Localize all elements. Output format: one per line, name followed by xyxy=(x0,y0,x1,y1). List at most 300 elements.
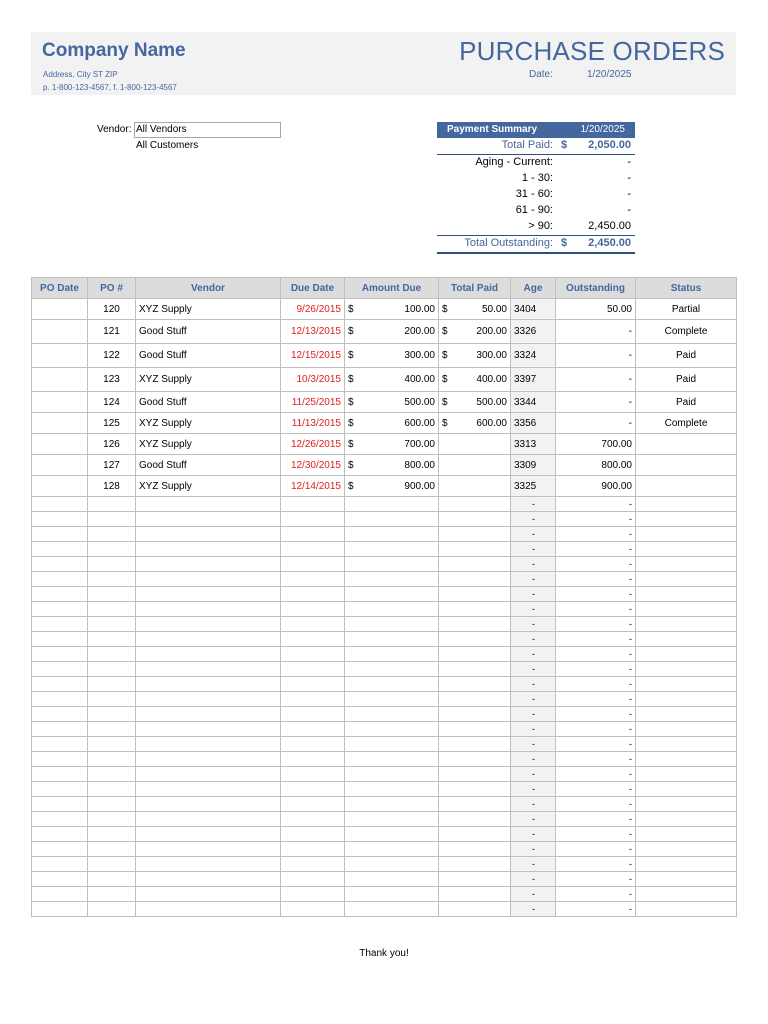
column-header[interactable]: Vendor xyxy=(136,278,281,299)
empty-cell[interactable] xyxy=(345,527,439,542)
empty-cell[interactable] xyxy=(439,602,511,617)
po-number-cell[interactable]: 123 xyxy=(88,368,136,392)
empty-cell[interactable] xyxy=(636,707,737,722)
vendor-cell[interactable]: Good Stuff xyxy=(136,344,281,368)
due-date-cell[interactable]: 12/26/2015 xyxy=(281,434,345,455)
empty-cell[interactable] xyxy=(88,542,136,557)
amount-due-cell[interactable] xyxy=(345,413,439,434)
po-date-cell[interactable] xyxy=(32,434,88,455)
empty-cell[interactable] xyxy=(439,692,511,707)
empty-cell[interactable] xyxy=(345,902,439,917)
empty-cell[interactable] xyxy=(88,692,136,707)
total-paid-cell[interactable] xyxy=(439,476,511,497)
empty-cell[interactable] xyxy=(636,872,737,887)
empty-cell[interactable] xyxy=(281,557,345,572)
empty-cell[interactable] xyxy=(136,872,281,887)
empty-cell[interactable] xyxy=(345,662,439,677)
po-number-cell[interactable]: 121 xyxy=(88,320,136,344)
table-row-empty[interactable] xyxy=(32,827,737,842)
empty-cell[interactable] xyxy=(281,647,345,662)
empty-cell[interactable] xyxy=(88,647,136,662)
empty-cell[interactable] xyxy=(439,902,511,917)
empty-cell[interactable] xyxy=(32,722,88,737)
empty-cell[interactable] xyxy=(281,707,345,722)
empty-cell[interactable] xyxy=(281,572,345,587)
empty-cell[interactable] xyxy=(345,722,439,737)
empty-cell[interactable] xyxy=(439,647,511,662)
table-row-empty[interactable] xyxy=(32,617,737,632)
empty-cell[interactable] xyxy=(281,902,345,917)
empty-cell[interactable] xyxy=(32,842,88,857)
po-date-cell[interactable] xyxy=(32,299,88,320)
empty-cell[interactable] xyxy=(32,557,88,572)
empty-cell[interactable] xyxy=(32,647,88,662)
empty-cell[interactable] xyxy=(281,512,345,527)
empty-cell[interactable] xyxy=(439,707,511,722)
table-row-empty[interactable] xyxy=(32,692,737,707)
empty-cell[interactable] xyxy=(439,632,511,647)
empty-cell[interactable] xyxy=(32,677,88,692)
empty-cell[interactable] xyxy=(136,557,281,572)
empty-cell[interactable] xyxy=(439,842,511,857)
amount-due-cell[interactable] xyxy=(345,368,439,392)
empty-cell[interactable] xyxy=(88,767,136,782)
table-row-empty[interactable] xyxy=(32,857,737,872)
table-row-empty[interactable] xyxy=(32,767,737,782)
empty-cell[interactable] xyxy=(636,647,737,662)
empty-cell[interactable] xyxy=(88,737,136,752)
empty-cell[interactable] xyxy=(136,827,281,842)
empty-cell[interactable] xyxy=(345,827,439,842)
empty-cell[interactable] xyxy=(636,557,737,572)
total-paid-cell[interactable] xyxy=(439,434,511,455)
empty-cell[interactable] xyxy=(136,692,281,707)
empty-cell[interactable] xyxy=(32,857,88,872)
empty-cell[interactable] xyxy=(439,797,511,812)
empty-cell[interactable] xyxy=(281,827,345,842)
empty-cell[interactable] xyxy=(636,542,737,557)
empty-cell[interactable] xyxy=(32,527,88,542)
empty-cell[interactable] xyxy=(88,557,136,572)
empty-cell[interactable] xyxy=(439,542,511,557)
empty-cell[interactable] xyxy=(636,857,737,872)
empty-cell[interactable] xyxy=(88,602,136,617)
status-cell[interactable] xyxy=(636,434,737,455)
empty-cell[interactable] xyxy=(636,617,737,632)
due-date-cell[interactable]: 12/15/2015 xyxy=(281,344,345,368)
empty-cell[interactable] xyxy=(136,722,281,737)
empty-cell[interactable] xyxy=(88,782,136,797)
amount-due-cell[interactable] xyxy=(345,299,439,320)
empty-cell[interactable] xyxy=(32,572,88,587)
total-paid-cell[interactable] xyxy=(439,344,511,368)
empty-cell[interactable] xyxy=(281,842,345,857)
empty-cell[interactable] xyxy=(32,797,88,812)
empty-cell[interactable] xyxy=(439,767,511,782)
empty-cell[interactable] xyxy=(32,662,88,677)
table-row-empty[interactable] xyxy=(32,752,737,767)
empty-cell[interactable] xyxy=(345,557,439,572)
empty-cell[interactable] xyxy=(136,632,281,647)
vendor-cell[interactable]: XYZ Supply xyxy=(136,299,281,320)
table-row-empty[interactable] xyxy=(32,557,737,572)
status-cell[interactable] xyxy=(636,455,737,476)
column-header[interactable]: Outstanding xyxy=(556,278,636,299)
empty-cell[interactable] xyxy=(439,782,511,797)
table-row-empty[interactable] xyxy=(32,782,737,797)
empty-cell[interactable] xyxy=(88,827,136,842)
empty-cell[interactable] xyxy=(345,752,439,767)
empty-cell[interactable] xyxy=(136,647,281,662)
empty-cell[interactable] xyxy=(136,707,281,722)
empty-cell[interactable] xyxy=(88,707,136,722)
amount-due-cell[interactable] xyxy=(345,320,439,344)
empty-cell[interactable] xyxy=(439,557,511,572)
table-row-empty[interactable] xyxy=(32,722,737,737)
total-paid-cell[interactable] xyxy=(439,413,511,434)
date-value[interactable]: 1/20/2025 xyxy=(587,69,632,80)
empty-cell[interactable] xyxy=(32,692,88,707)
empty-cell[interactable] xyxy=(136,797,281,812)
table-row-empty[interactable] xyxy=(32,542,737,557)
po-number-cell[interactable]: 127 xyxy=(88,455,136,476)
table-row[interactable] xyxy=(32,299,737,320)
empty-cell[interactable] xyxy=(88,617,136,632)
empty-cell[interactable] xyxy=(32,632,88,647)
column-header[interactable]: Age xyxy=(511,278,556,299)
empty-cell[interactable] xyxy=(136,737,281,752)
empty-cell[interactable] xyxy=(636,602,737,617)
empty-cell[interactable] xyxy=(636,662,737,677)
empty-cell[interactable] xyxy=(345,647,439,662)
due-date-cell[interactable]: 12/30/2015 xyxy=(281,455,345,476)
column-header[interactable]: Total Paid xyxy=(439,278,511,299)
empty-cell[interactable] xyxy=(439,587,511,602)
empty-cell[interactable] xyxy=(439,812,511,827)
column-header[interactable]: PO Date xyxy=(32,278,88,299)
status-cell[interactable]: Complete xyxy=(636,320,737,344)
empty-cell[interactable] xyxy=(439,527,511,542)
vendor-cell[interactable]: XYZ Supply xyxy=(136,434,281,455)
empty-cell[interactable] xyxy=(636,902,737,917)
vendor-filter-option[interactable]: All Customers xyxy=(136,140,199,151)
table-row[interactable] xyxy=(32,344,737,368)
empty-cell[interactable] xyxy=(345,707,439,722)
empty-cell[interactable] xyxy=(439,722,511,737)
empty-cell[interactable] xyxy=(636,497,737,512)
empty-cell[interactable] xyxy=(32,827,88,842)
status-cell[interactable]: Complete xyxy=(636,413,737,434)
table-row-empty[interactable] xyxy=(32,572,737,587)
table-row[interactable] xyxy=(32,368,737,392)
table-row-empty[interactable] xyxy=(32,842,737,857)
empty-cell[interactable] xyxy=(136,902,281,917)
po-date-cell[interactable] xyxy=(32,368,88,392)
empty-cell[interactable] xyxy=(636,737,737,752)
amount-due-cell[interactable] xyxy=(345,392,439,413)
po-number-cell[interactable]: 120 xyxy=(88,299,136,320)
po-date-cell[interactable] xyxy=(32,413,88,434)
empty-cell[interactable] xyxy=(88,527,136,542)
due-date-cell[interactable]: 9/26/2015 xyxy=(281,299,345,320)
empty-cell[interactable] xyxy=(439,512,511,527)
empty-cell[interactable] xyxy=(345,872,439,887)
empty-cell[interactable] xyxy=(345,842,439,857)
empty-cell[interactable] xyxy=(439,572,511,587)
table-row-empty[interactable] xyxy=(32,707,737,722)
vendor-cell[interactable]: Good Stuff xyxy=(136,455,281,476)
empty-cell[interactable] xyxy=(136,887,281,902)
po-number-cell[interactable]: 126 xyxy=(88,434,136,455)
empty-cell[interactable] xyxy=(136,767,281,782)
po-date-cell[interactable] xyxy=(32,320,88,344)
table-row[interactable] xyxy=(32,455,737,476)
empty-cell[interactable] xyxy=(439,887,511,902)
empty-cell[interactable] xyxy=(136,602,281,617)
empty-cell[interactable] xyxy=(88,497,136,512)
empty-cell[interactable] xyxy=(281,497,345,512)
empty-cell[interactable] xyxy=(88,812,136,827)
table-row-empty[interactable] xyxy=(32,662,737,677)
table-row-empty[interactable] xyxy=(32,812,737,827)
empty-cell[interactable] xyxy=(636,722,737,737)
po-date-cell[interactable] xyxy=(32,392,88,413)
empty-cell[interactable] xyxy=(636,812,737,827)
empty-cell[interactable] xyxy=(345,617,439,632)
empty-cell[interactable] xyxy=(345,797,439,812)
total-paid-cell[interactable] xyxy=(439,368,511,392)
empty-cell[interactable] xyxy=(136,617,281,632)
empty-cell[interactable] xyxy=(281,797,345,812)
empty-cell[interactable] xyxy=(345,812,439,827)
amount-due-cell[interactable] xyxy=(345,344,439,368)
empty-cell[interactable] xyxy=(88,797,136,812)
column-header[interactable]: Due Date xyxy=(281,278,345,299)
empty-cell[interactable] xyxy=(281,767,345,782)
empty-cell[interactable] xyxy=(88,512,136,527)
empty-cell[interactable] xyxy=(32,767,88,782)
empty-cell[interactable] xyxy=(88,752,136,767)
table-row-empty[interactable] xyxy=(32,512,737,527)
empty-cell[interactable] xyxy=(439,617,511,632)
empty-cell[interactable] xyxy=(32,542,88,557)
vendor-cell[interactable]: XYZ Supply xyxy=(136,413,281,434)
table-row-empty[interactable] xyxy=(32,632,737,647)
empty-cell[interactable] xyxy=(345,692,439,707)
empty-cell[interactable] xyxy=(281,812,345,827)
table-row-empty[interactable] xyxy=(32,902,737,917)
vendor-cell[interactable]: XYZ Supply xyxy=(136,476,281,497)
status-cell[interactable] xyxy=(636,476,737,497)
empty-cell[interactable] xyxy=(345,542,439,557)
empty-cell[interactable] xyxy=(281,782,345,797)
empty-cell[interactable] xyxy=(345,632,439,647)
due-date-cell[interactable]: 12/13/2015 xyxy=(281,320,345,344)
empty-cell[interactable] xyxy=(345,767,439,782)
table-row[interactable] xyxy=(32,413,737,434)
empty-cell[interactable] xyxy=(636,887,737,902)
empty-cell[interactable] xyxy=(32,872,88,887)
amount-due-cell[interactable] xyxy=(345,476,439,497)
column-header[interactable]: Amount Due xyxy=(345,278,439,299)
empty-cell[interactable] xyxy=(88,722,136,737)
table-row-empty[interactable] xyxy=(32,497,737,512)
status-cell[interactable]: Paid xyxy=(636,368,737,392)
empty-cell[interactable] xyxy=(636,677,737,692)
empty-cell[interactable] xyxy=(439,662,511,677)
empty-cell[interactable] xyxy=(88,662,136,677)
total-paid-cell[interactable] xyxy=(439,299,511,320)
empty-cell[interactable] xyxy=(281,737,345,752)
empty-cell[interactable] xyxy=(636,842,737,857)
amount-due-cell[interactable] xyxy=(345,455,439,476)
empty-cell[interactable] xyxy=(636,587,737,602)
empty-cell[interactable] xyxy=(636,782,737,797)
vendor-cell[interactable]: Good Stuff xyxy=(136,320,281,344)
empty-cell[interactable] xyxy=(136,527,281,542)
empty-cell[interactable] xyxy=(636,512,737,527)
empty-cell[interactable] xyxy=(32,707,88,722)
empty-cell[interactable] xyxy=(636,527,737,542)
empty-cell[interactable] xyxy=(281,692,345,707)
empty-cell[interactable] xyxy=(136,782,281,797)
empty-cell[interactable] xyxy=(136,572,281,587)
vendor-filter-select[interactable]: All Vendors xyxy=(134,122,281,138)
empty-cell[interactable] xyxy=(345,737,439,752)
empty-cell[interactable] xyxy=(439,497,511,512)
empty-cell[interactable] xyxy=(281,527,345,542)
po-number-cell[interactable]: 128 xyxy=(88,476,136,497)
empty-cell[interactable] xyxy=(439,857,511,872)
status-cell[interactable]: Partial xyxy=(636,299,737,320)
due-date-cell[interactable]: 11/25/2015 xyxy=(281,392,345,413)
total-paid-cell[interactable] xyxy=(439,320,511,344)
table-row-empty[interactable] xyxy=(32,602,737,617)
empty-cell[interactable] xyxy=(32,587,88,602)
table-row[interactable] xyxy=(32,434,737,455)
po-number-cell[interactable]: 124 xyxy=(88,392,136,413)
due-date-cell[interactable]: 12/14/2015 xyxy=(281,476,345,497)
empty-cell[interactable] xyxy=(281,887,345,902)
empty-cell[interactable] xyxy=(345,602,439,617)
empty-cell[interactable] xyxy=(636,632,737,647)
empty-cell[interactable] xyxy=(281,617,345,632)
empty-cell[interactable] xyxy=(636,572,737,587)
empty-cell[interactable] xyxy=(32,887,88,902)
table-row-empty[interactable] xyxy=(32,797,737,812)
empty-cell[interactable] xyxy=(345,497,439,512)
empty-cell[interactable] xyxy=(345,857,439,872)
empty-cell[interactable] xyxy=(136,812,281,827)
empty-cell[interactable] xyxy=(88,857,136,872)
empty-cell[interactable] xyxy=(281,632,345,647)
empty-cell[interactable] xyxy=(439,827,511,842)
empty-cell[interactable] xyxy=(345,887,439,902)
empty-cell[interactable] xyxy=(281,872,345,887)
empty-cell[interactable] xyxy=(32,617,88,632)
empty-cell[interactable] xyxy=(345,572,439,587)
empty-cell[interactable] xyxy=(439,677,511,692)
empty-cell[interactable] xyxy=(281,752,345,767)
table-row-empty[interactable] xyxy=(32,887,737,902)
empty-cell[interactable] xyxy=(32,497,88,512)
status-cell[interactable]: Paid xyxy=(636,344,737,368)
empty-cell[interactable] xyxy=(281,677,345,692)
empty-cell[interactable] xyxy=(345,677,439,692)
empty-cell[interactable] xyxy=(345,512,439,527)
total-paid-cell[interactable] xyxy=(439,392,511,413)
table-row-empty[interactable] xyxy=(32,677,737,692)
vendor-cell[interactable]: XYZ Supply xyxy=(136,368,281,392)
po-date-cell[interactable] xyxy=(32,344,88,368)
empty-cell[interactable] xyxy=(281,662,345,677)
empty-cell[interactable] xyxy=(32,602,88,617)
empty-cell[interactable] xyxy=(88,587,136,602)
empty-cell[interactable] xyxy=(88,632,136,647)
empty-cell[interactable] xyxy=(636,827,737,842)
empty-cell[interactable] xyxy=(32,752,88,767)
table-row-empty[interactable] xyxy=(32,647,737,662)
table-row[interactable] xyxy=(32,392,737,413)
table-row-empty[interactable] xyxy=(32,737,737,752)
empty-cell[interactable] xyxy=(281,722,345,737)
empty-cell[interactable] xyxy=(345,587,439,602)
empty-cell[interactable] xyxy=(32,902,88,917)
due-date-cell[interactable]: 11/13/2015 xyxy=(281,413,345,434)
empty-cell[interactable] xyxy=(136,842,281,857)
empty-cell[interactable] xyxy=(136,752,281,767)
empty-cell[interactable] xyxy=(136,677,281,692)
po-date-cell[interactable] xyxy=(32,476,88,497)
total-paid-cell[interactable] xyxy=(439,455,511,476)
empty-cell[interactable] xyxy=(32,737,88,752)
empty-cell[interactable] xyxy=(136,497,281,512)
empty-cell[interactable] xyxy=(345,782,439,797)
empty-cell[interactable] xyxy=(32,812,88,827)
column-header[interactable]: PO # xyxy=(88,278,136,299)
empty-cell[interactable] xyxy=(636,767,737,782)
status-cell[interactable]: Paid xyxy=(636,392,737,413)
empty-cell[interactable] xyxy=(32,782,88,797)
empty-cell[interactable] xyxy=(439,737,511,752)
po-date-cell[interactable] xyxy=(32,455,88,476)
table-row-empty[interactable] xyxy=(32,872,737,887)
empty-cell[interactable] xyxy=(281,602,345,617)
due-date-cell[interactable]: 10/3/2015 xyxy=(281,368,345,392)
empty-cell[interactable] xyxy=(439,752,511,767)
empty-cell[interactable] xyxy=(636,797,737,812)
empty-cell[interactable] xyxy=(281,587,345,602)
table-row-empty[interactable] xyxy=(32,587,737,602)
empty-cell[interactable] xyxy=(32,512,88,527)
empty-cell[interactable] xyxy=(281,857,345,872)
empty-cell[interactable] xyxy=(136,662,281,677)
empty-cell[interactable] xyxy=(636,752,737,767)
po-number-cell[interactable]: 122 xyxy=(88,344,136,368)
empty-cell[interactable] xyxy=(88,572,136,587)
empty-cell[interactable] xyxy=(88,677,136,692)
empty-cell[interactable] xyxy=(136,542,281,557)
empty-cell[interactable] xyxy=(439,872,511,887)
empty-cell[interactable] xyxy=(88,902,136,917)
table-row-empty[interactable] xyxy=(32,527,737,542)
amount-due-cell[interactable] xyxy=(345,434,439,455)
empty-cell[interactable] xyxy=(136,512,281,527)
column-header[interactable]: Status xyxy=(636,278,737,299)
empty-cell[interactable] xyxy=(88,842,136,857)
empty-cell[interactable] xyxy=(88,872,136,887)
empty-cell[interactable] xyxy=(136,857,281,872)
